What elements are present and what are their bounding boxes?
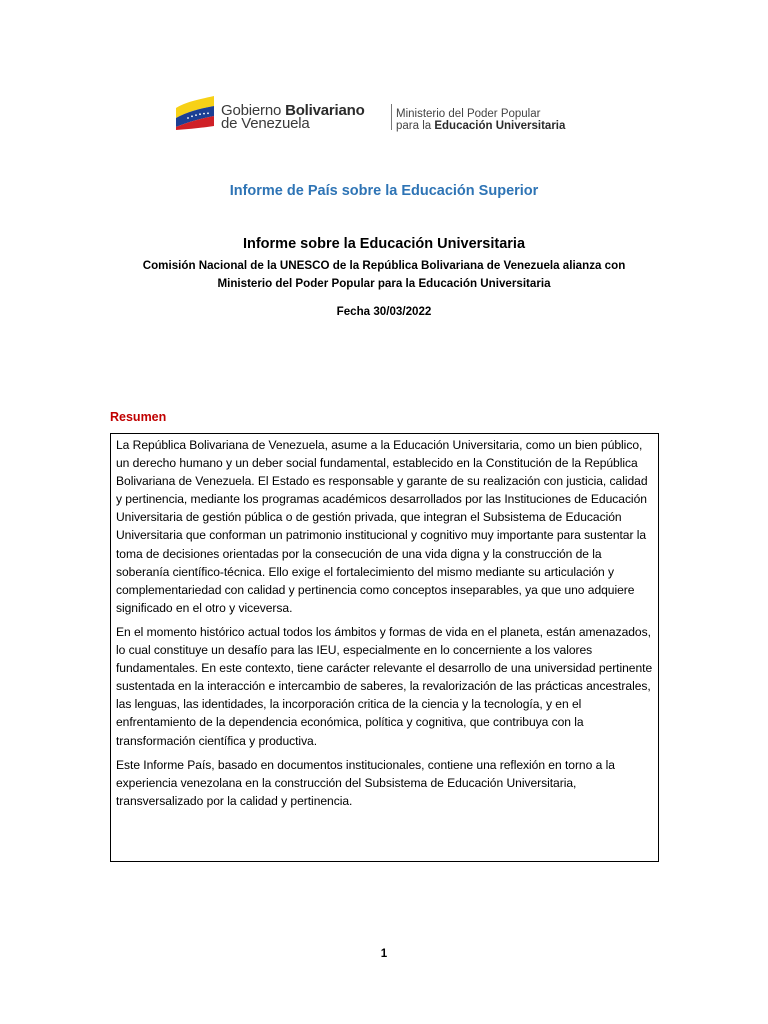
summary-paragraph: Este Informe País, basado en documentos institucionales, contiene una reflexión en torno a la experiencia venezolana en la construcción del Subsistema de Educación Universitaria, transversalizado por la calidad y pertinencia. xyxy=(116,757,615,808)
document-title: Informe de País sobre la Educación Superior xyxy=(229,183,539,199)
logo-divider xyxy=(391,104,392,130)
gov-name-line2: de Venezuela xyxy=(221,115,310,132)
ministry-name xyxy=(396,108,565,132)
government-name xyxy=(221,104,365,130)
summary-box xyxy=(110,433,659,862)
government-logo xyxy=(174,94,604,134)
ministry-line1: Ministerio del Poder Popular xyxy=(396,108,541,120)
gov-name-prefix: Gobierno xyxy=(221,102,286,119)
gov-name-bold: Bolivariano xyxy=(285,102,365,119)
ministry-line2-prefix: para la xyxy=(396,120,435,132)
summary-paragraph: En el momento histórico actual todos los ámbitos y formas de vida en el planeta, están amenazados, lo cual constituye un desafío para las IEU, especialmente en lo concerniente a los valores fundamentales. En este contexto, tiene carácter relevante el desarrollo de una universidad pertinente sustentada en la interacción e intercambio de saberes, la revalorización de las prácticas ancestrales, las lenguas, las identidades, la incorporación critica de la ciencia y la tecnología, y en el enfrentamiento de la dependencia económica, política y cognitiva, que contribuya con la transformación científica y productiva. xyxy=(116,624,653,748)
summary-heading: Resumen xyxy=(110,410,167,424)
document-subtitle: Informe sobre la Educación Universitaria xyxy=(242,236,526,252)
ministry-line2-bold: Educación Universitaria xyxy=(434,120,566,132)
commission-line2: Ministerio del Poder Popular para la Educación Universitaria xyxy=(217,277,551,290)
summary-paragraph: La República Bolivariana de Venezuela, asume a la Educación Universitaria, como un bien público, un derecho humano y un deber social fundamental, establecido en la Constitución de la República Bolivariana de Venezuela. El Estado es responsable y garante de su realización con justicia, calidad y pertinencia, mediante los programas académicos desarrollados por las Instituciones de Educación Universitaria de gestión pública o de gestión privada, que integran el Subsistema de Educación Universitaria que conforman un patrimonio institucional y cognitivo muy importante para sustentar la toma de decisiones orientadas por la consecución de una vida digna y la construcción de la soberanía científico-técnica. Ello exige el fortalecimiento del mismo mediante su articulación y complementariedad con calidad y pertinencia como conceptos inseparables, ya que uno adquiere significado en el otro y viceversa. xyxy=(116,438,648,615)
venezuela-flag-icon xyxy=(174,94,216,130)
page-number: 1 xyxy=(380,948,388,960)
document-date: Fecha 30/03/2022 xyxy=(336,305,432,318)
commission-line1: Comisión Nacional de la UNESCO de la República Bolivariana de Venezuela alianza con xyxy=(142,259,626,272)
commission-text xyxy=(110,257,658,293)
